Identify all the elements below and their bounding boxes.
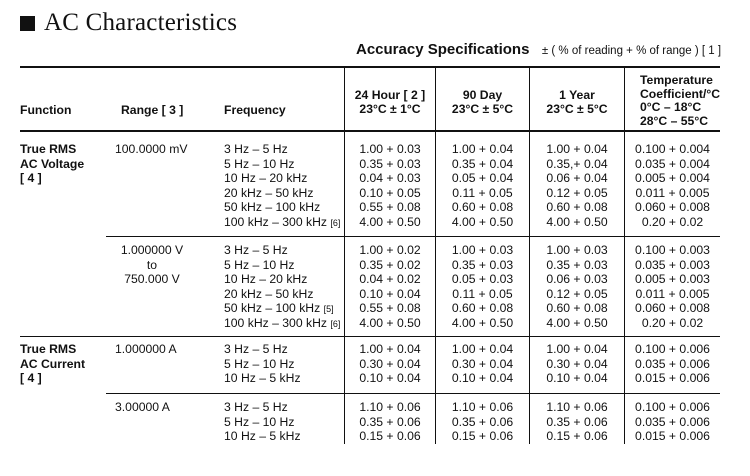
frequency-cell	[224, 157, 294, 172]
range-label: to	[146, 257, 158, 272]
accuracy-cell-y1: 0.35,+ 0.04	[546, 156, 608, 171]
accuracy-cell-h24: 0.10 + 0.05	[359, 185, 421, 200]
accuracy-cell-h24: 0.55 + 0.08	[359, 301, 421, 316]
frequency-cell	[224, 200, 320, 215]
accuracy-cell-temp: 0.005 + 0.004	[635, 171, 710, 186]
header-1-year-line1: 1 Year	[559, 88, 595, 102]
accuracy-cell-h24: 0.35 + 0.03	[359, 156, 421, 171]
accuracy-cell-h24: 1.00 + 0.02	[359, 243, 421, 257]
header-90-day-line1: 90 Day	[462, 88, 503, 102]
function-label: True RMS	[20, 342, 77, 356]
frequency-text: 3 Hz – 5 Hz	[224, 342, 288, 356]
accuracy-cell-y1: 0.60 + 0.08	[546, 200, 608, 215]
header-24-hour-line1: 24 Hour [ 2 ]	[354, 88, 426, 102]
accuracy-cell-d90: 4.00 + 0.50	[451, 215, 514, 229]
accuracy-cell-temp: 0.100 + 0.003	[635, 243, 710, 257]
accuracy-cell-temp: 0.035 + 0.004	[635, 156, 710, 171]
accuracy-cell-y1: 0.12 + 0.05	[546, 286, 608, 301]
accuracy-cell-d90: 0.35 + 0.04	[451, 156, 514, 171]
accuracy-cell-temp: 0.011 + 0.005	[635, 286, 710, 301]
accuracy-cell-h24: 1.00 + 0.03	[359, 142, 421, 156]
frequency-cell	[224, 215, 340, 231]
header-temperature-line2: Coefficient/°C	[640, 86, 721, 101]
header-24-hour	[345, 89, 435, 116]
frequency-cell	[224, 272, 307, 287]
range-label: 100.0000 mV	[115, 142, 188, 156]
header-temperature-line3: 0°C – 18°C	[640, 100, 702, 114]
accuracy-cell-d90: 0.35 + 0.06	[451, 414, 514, 429]
header-range: Range [ 3 ]	[121, 103, 184, 117]
frequency-cell	[224, 357, 294, 372]
frequency-text: 5 Hz – 10 Hz	[224, 414, 295, 429]
square-bullet-icon	[20, 16, 35, 31]
accuracy-cell-y1: 1.10 + 0.06	[546, 400, 608, 414]
accuracy-cell-temp: 0.035 + 0.006	[635, 414, 710, 429]
page-title	[20, 6, 237, 40]
footnote-ref: [6]	[330, 218, 341, 228]
header-function: Function	[20, 103, 72, 117]
accuracy-cell-y1: 0.12 + 0.05	[546, 185, 608, 200]
accuracy-cell-d90: 1.00 + 0.03	[451, 243, 514, 257]
accuracy-cell-temp: 0.100 + 0.004	[635, 142, 710, 156]
row-separator	[106, 393, 720, 394]
header-1-year-line2: 23°C ± 5°C	[546, 101, 608, 116]
function-label: AC Current	[20, 356, 86, 371]
accuracy-cell-temp: 0.035 + 0.003	[635, 257, 710, 272]
accuracy-heading: Accuracy Specifications	[356, 41, 530, 58]
accuracy-cell-y1: 0.35 + 0.06	[546, 414, 608, 429]
frequency-text: 5 Hz – 10 Hz	[224, 356, 295, 371]
frequency-text: 3 Hz – 5 Hz	[224, 142, 288, 156]
accuracy-cell-d90: 0.05 + 0.04	[451, 171, 514, 186]
accuracy-cell-temp: 0.100 + 0.006	[635, 400, 710, 414]
accuracy-cell-temp: 0.035 + 0.006	[635, 356, 710, 371]
frequency-cell	[224, 371, 301, 386]
frequency-cell	[224, 258, 294, 273]
accuracy-cell-y1: 4.00 + 0.50	[546, 316, 608, 330]
accuracy-cell-d90: 1.00 + 0.04	[451, 142, 514, 156]
frequency-cell	[224, 415, 294, 430]
title-text: AC Characteristics	[44, 9, 238, 36]
accuracy-cell-temp: 0.005 + 0.003	[635, 272, 710, 287]
header-90-day	[436, 89, 529, 116]
accuracy-cell-y1: 0.35 + 0.03	[546, 257, 608, 272]
header-frequency: Frequency	[224, 103, 286, 117]
frequency-text: 100 kHz – 300 kHz	[224, 316, 327, 330]
frequency-cell	[224, 142, 288, 157]
accuracy-cell-y1: 0.60 + 0.08	[546, 301, 608, 316]
header-1-year	[530, 89, 624, 116]
accuracy-cell-h24: 0.04 + 0.03	[359, 171, 421, 186]
accuracy-cell-y1: 0.06 + 0.04	[546, 171, 608, 186]
range-label: 750.000 V	[124, 272, 180, 287]
accuracy-note: ± ( % of reading + % of range ) [ 1 ]	[541, 45, 722, 57]
frequency-text: 3 Hz – 5 Hz	[224, 400, 288, 414]
header-temperature-line4: 28°C – 55°C	[640, 113, 709, 128]
accuracy-cell-y1: 0.10 + 0.04	[546, 371, 608, 386]
accuracy-cell-d90: 0.15 + 0.06	[451, 429, 514, 444]
frequency-text: 20 kHz – 50 kHz	[224, 286, 314, 301]
accuracy-cell-d90: 0.11 + 0.05	[452, 286, 513, 301]
frequency-cell	[224, 400, 288, 415]
row-separator	[106, 236, 720, 237]
accuracy-cell-h24: 0.15 + 0.06	[359, 429, 421, 444]
row-separator	[20, 336, 720, 337]
footnote-ref: [6]	[330, 319, 341, 329]
accuracy-cell-y1: 1.00 + 0.04	[546, 342, 608, 356]
header-temperature	[640, 74, 720, 128]
frequency-cell	[224, 301, 334, 317]
frequency-cell	[224, 171, 307, 186]
accuracy-cell-d90: 0.05 + 0.03	[451, 272, 514, 287]
accuracy-cell-d90: 0.35 + 0.03	[451, 257, 514, 272]
accuracy-cell-temp: 0.100 + 0.006	[635, 342, 710, 356]
accuracy-cell-h24: 4.00 + 0.50	[359, 316, 421, 330]
accuracy-cell-h24: 0.10 + 0.04	[359, 286, 421, 301]
range-label: 1.000000 A	[115, 342, 177, 356]
function-label: [ 4 ]	[20, 171, 42, 186]
accuracy-cell-y1: 0.15 + 0.06	[546, 429, 608, 444]
accuracy-cell-d90: 0.30 + 0.04	[451, 356, 514, 371]
accuracy-cell-h24: 4.00 + 0.50	[359, 215, 421, 229]
range-label: 1.000000 V	[120, 243, 184, 257]
header-24-hour-line2: 23°C ± 1°C	[359, 101, 421, 116]
function-label: True RMS	[20, 142, 77, 156]
frequency-cell	[224, 429, 301, 444]
function-label: [ 4 ]	[20, 371, 42, 386]
footnote-ref: [5]	[323, 304, 334, 315]
accuracy-cell-d90: 0.60 + 0.08	[451, 301, 514, 316]
frequency-cell	[224, 287, 313, 302]
accuracy-cell-h24: 1.00 + 0.04	[359, 342, 421, 356]
accuracy-cell-d90: 4.00 + 0.50	[451, 316, 514, 330]
frequency-text: 50 kHz – 100 kHz	[224, 200, 321, 215]
accuracy-header	[356, 41, 721, 59]
accuracy-cell-temp: 0.20 + 0.02	[641, 316, 704, 330]
frequency-text: 5 Hz – 10 Hz	[224, 156, 295, 171]
frequency-cell	[224, 243, 288, 258]
frequency-cell	[224, 342, 288, 357]
accuracy-cell-temp: 0.060 + 0.008	[635, 301, 710, 316]
accuracy-cell-h24: 0.35 + 0.02	[359, 257, 421, 272]
frequency-text: 10 Hz – 20 kHz	[224, 171, 308, 186]
accuracy-cell-h24: 0.30 + 0.04	[359, 356, 421, 371]
accuracy-cell-temp: 0.060 + 0.008	[635, 200, 710, 215]
accuracy-cell-h24: 0.35 + 0.06	[359, 414, 421, 429]
accuracy-cell-y1: 0.30 + 0.04	[546, 356, 608, 371]
accuracy-cell-y1: 0.06 + 0.03	[546, 272, 608, 287]
accuracy-cell-y1: 4.00 + 0.50	[546, 215, 608, 229]
accuracy-cell-h24: 1.10 + 0.06	[359, 400, 421, 414]
accuracy-cell-temp: 0.011 + 0.005	[635, 185, 710, 200]
accuracy-cell-temp: 0.20 + 0.02	[641, 215, 704, 229]
frequency-text: 3 Hz – 5 Hz	[224, 243, 288, 257]
frequency-text: 100 kHz – 300 kHz	[224, 215, 327, 229]
function-label: AC Voltage	[20, 156, 85, 171]
accuracy-cell-h24: 0.10 + 0.04	[359, 371, 421, 386]
accuracy-cell-temp: 0.015 + 0.006	[635, 429, 710, 444]
frequency-text: 5 Hz – 10 Hz	[224, 257, 295, 272]
frequency-text: 50 kHz – 100 kHz	[224, 301, 321, 316]
frequency-text: 10 Hz – 5 kHz	[224, 429, 301, 444]
accuracy-cell-h24: 0.55 + 0.08	[359, 200, 421, 215]
frequency-text: 10 Hz – 20 kHz	[224, 272, 308, 287]
header-90-day-line2: 23°C ± 5°C	[451, 101, 514, 116]
accuracy-cell-temp: 0.015 + 0.006	[635, 371, 710, 386]
frequency-cell	[224, 186, 313, 201]
header-bottom-rule	[20, 130, 720, 132]
accuracy-cell-d90: 0.60 + 0.08	[451, 200, 514, 215]
frequency-text: 20 kHz – 50 kHz	[224, 185, 314, 200]
accuracy-cell-y1: 1.00 + 0.04	[546, 142, 608, 156]
table-top-rule	[20, 66, 720, 68]
accuracy-cell-d90: 1.10 + 0.06	[451, 400, 514, 414]
accuracy-cell-d90: 0.11 + 0.05	[452, 185, 513, 200]
frequency-text: 10 Hz – 5 kHz	[224, 371, 301, 386]
accuracy-cell-d90: 0.10 + 0.04	[451, 371, 514, 386]
range-label: 3.00000 A	[115, 400, 170, 414]
accuracy-cell-h24: 0.04 + 0.02	[359, 272, 421, 287]
frequency-cell	[224, 316, 340, 332]
header-temperature-line1: Temperature	[640, 73, 713, 87]
accuracy-cell-d90: 1.00 + 0.04	[451, 342, 514, 356]
accuracy-cell-y1: 1.00 + 0.03	[546, 243, 608, 257]
